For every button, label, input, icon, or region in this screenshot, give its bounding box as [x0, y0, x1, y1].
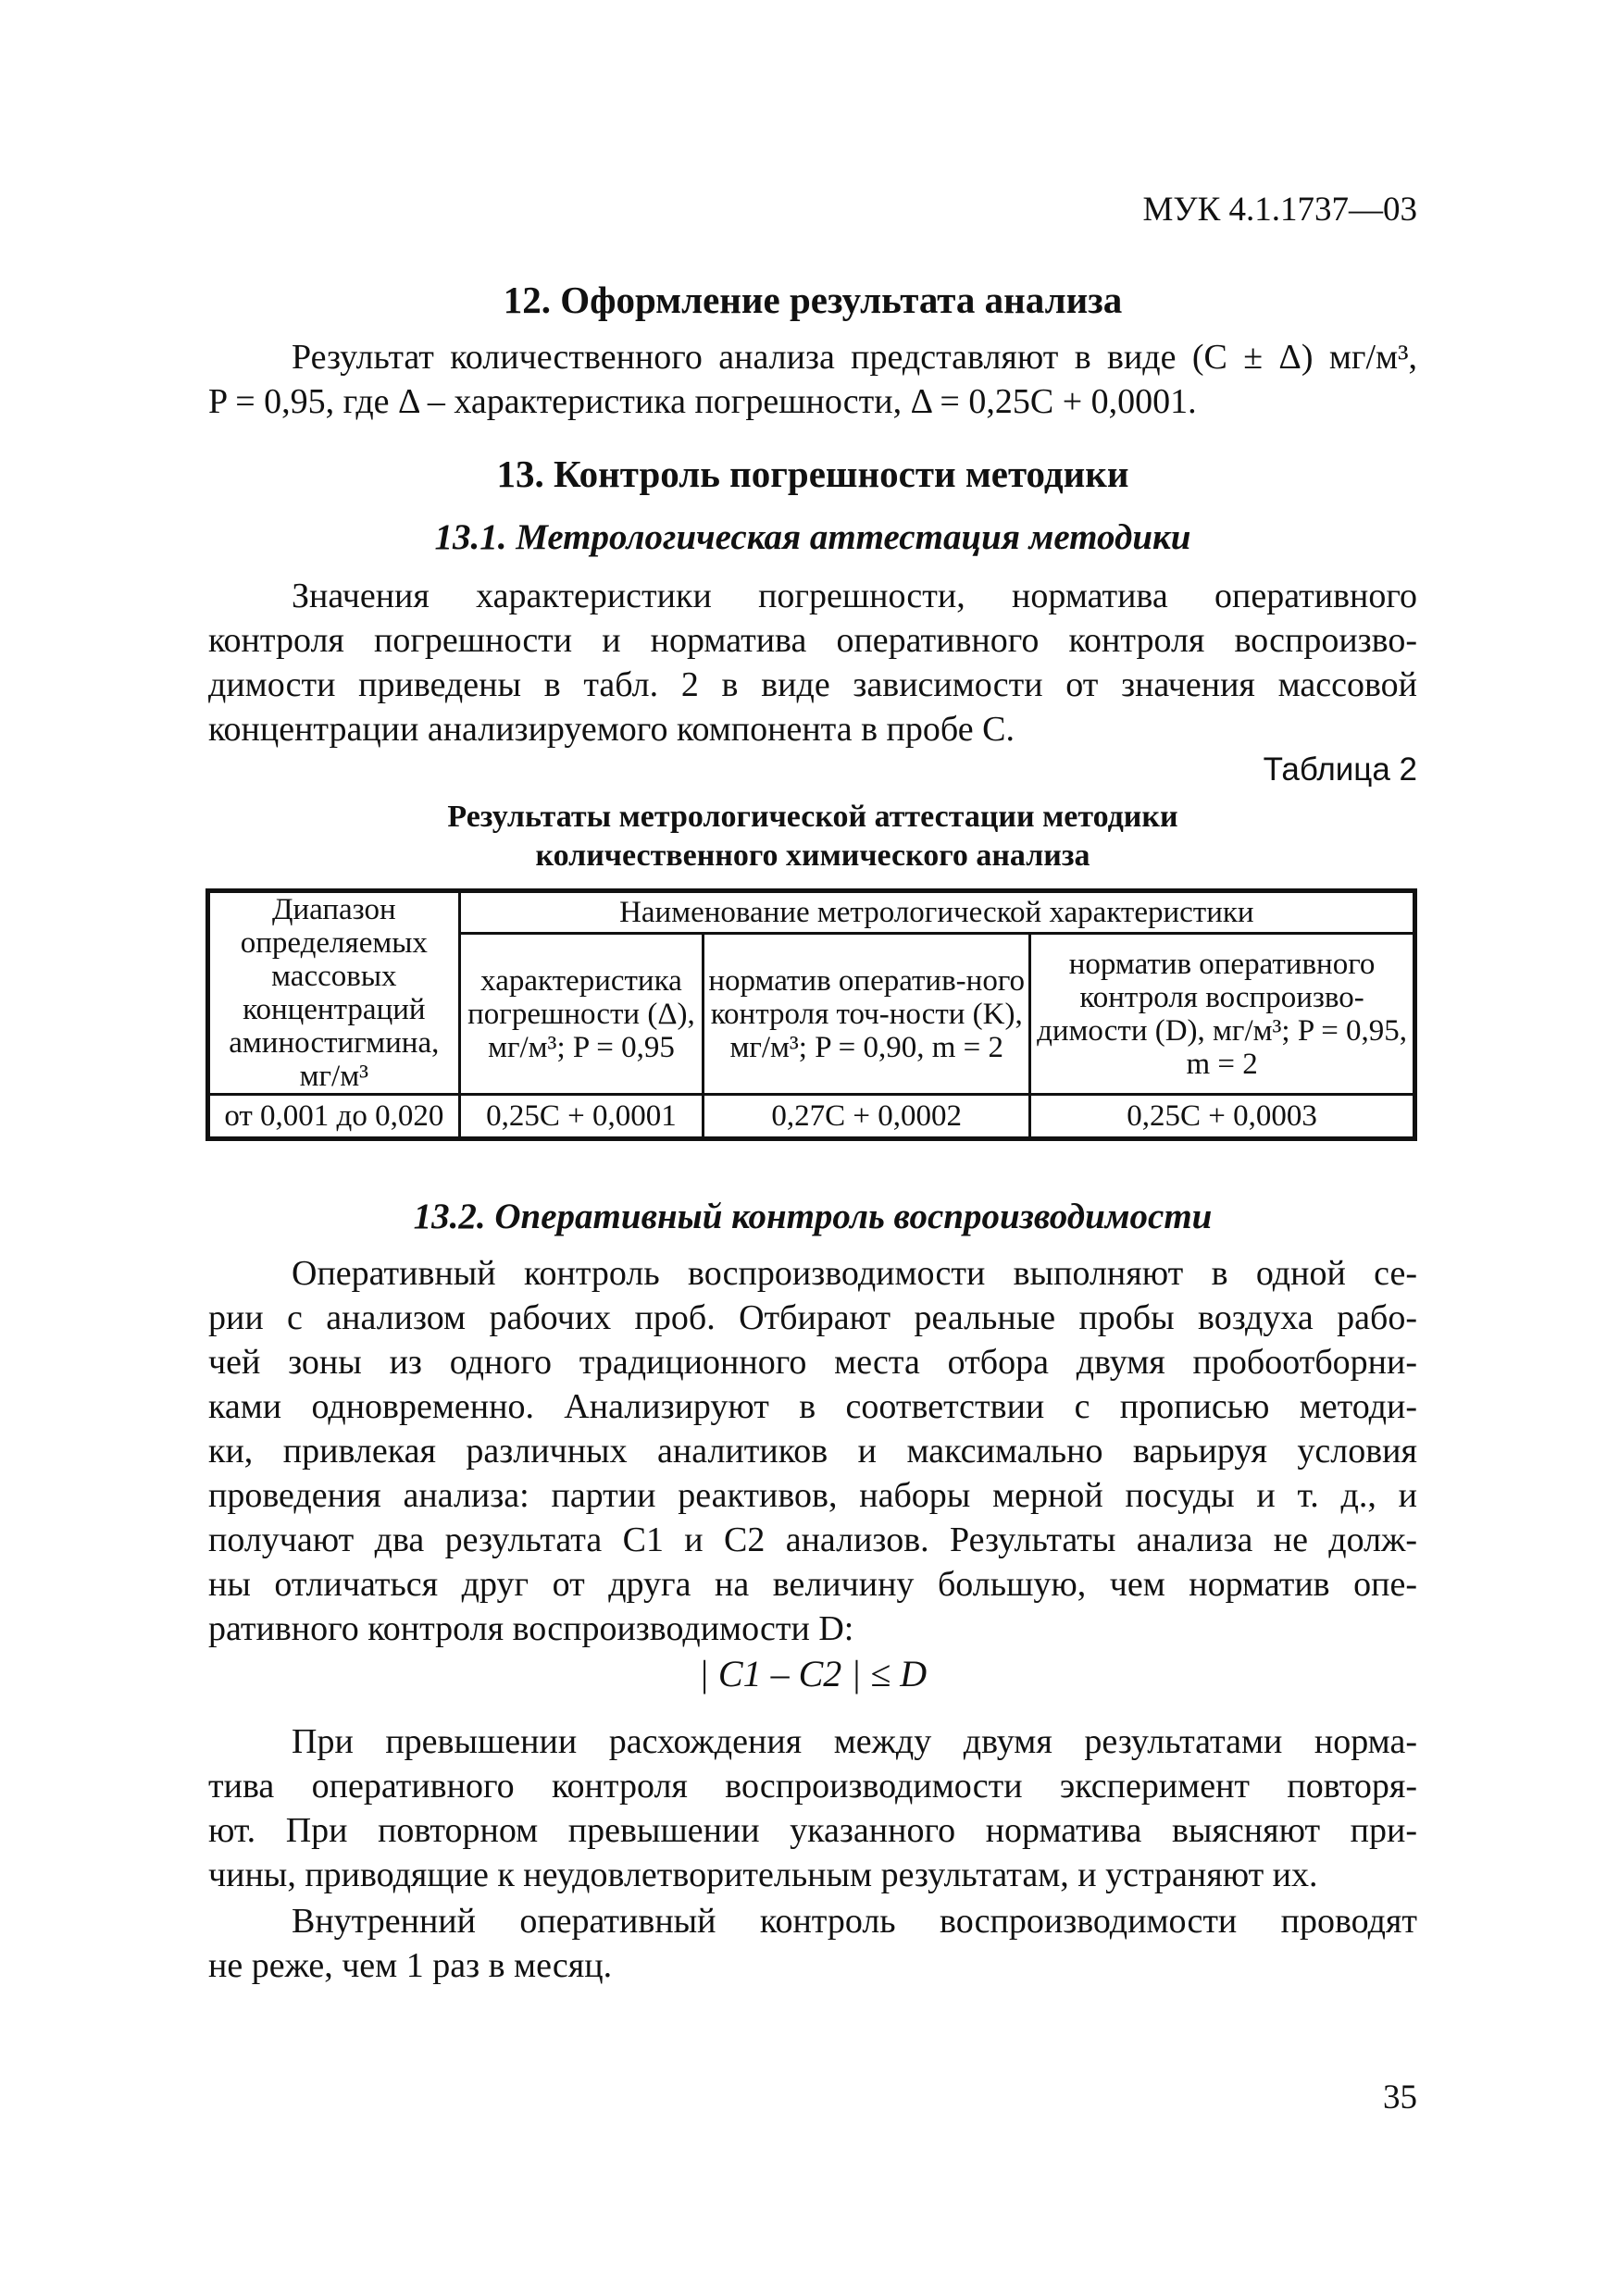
text-line: концентрации анализируемого компонента в пробе C. [208, 710, 1015, 749]
table-row [208, 1095, 1415, 1139]
text-line: рии с анализом рабочих проб. Отбирают реальные пробы воздуха рабо- [208, 1298, 1417, 1337]
col-delta-header: характеристика погрешности (Δ), мг/м³; P = 0,95 [459, 934, 704, 1095]
cell-range: от 0,001 до 0,020 [208, 1095, 460, 1139]
text-line: P = 0,95, где Δ – характеристика погрешности, Δ = 0,25C + 0,0001. [208, 382, 1197, 421]
text-line: Значения характеристики погрешности, норматива оперативного [292, 577, 1417, 615]
text-line: тива оперативного контроля воспроизводимости эксперимент повторя- [208, 1767, 1417, 1806]
section-12-text [208, 335, 1417, 424]
group-header: Наименование метрологической характеристики [459, 891, 1414, 934]
text-line: димости приведены в табл. 2 в виде зависимости от значения массовой [208, 665, 1417, 704]
text-line: проведения анализа: партии реактивов, наборы мерной посуды и т. д., и [208, 1476, 1417, 1515]
section-13-2-paragraph-2 [208, 1719, 1417, 1897]
table-caption-line: количественного химического анализа [535, 838, 1090, 873]
section-13-1-text [208, 574, 1417, 751]
section-13-2-title: 13.2. Оперативный контроль воспроизводимости [413, 1197, 1213, 1236]
text-line: ративного контроля воспроизводимости D: [208, 1609, 854, 1648]
section-13-2-paragraph-3 [208, 1899, 1417, 1988]
text-line: чей зоны из одного традиционного места отбора двумя пробоотборни- [208, 1343, 1417, 1382]
text-line: не реже, чем 1 раз в месяц. [208, 1946, 613, 1985]
text-line: При превышении расхождения между двумя результатами норма- [292, 1722, 1417, 1761]
text-line: ки, привлекая различных аналитиков и максимально варьируя условия [208, 1432, 1417, 1471]
col-d-header: норматив оперативного контроля воспроизво-димости (D), мг/м³; P = 0,95, m = 2 [1030, 934, 1415, 1095]
col-range-header: Диапазон определяемых массовых концентраций аминостигмина, мг/м³ [208, 891, 460, 1095]
page-number: 35 [1383, 2079, 1417, 2116]
section-13-title: 13. Контроль погрешности методики [496, 453, 1129, 495]
text-line: ны отличаться друг от друга на величину большую, чем норматив опе- [208, 1565, 1417, 1604]
table-caption-line: Результаты метрологической аттестации методики [447, 800, 1178, 834]
col-k-header: норматив оператив-ного контроля точ-ности (K), мг/м³; P = 0,90, m = 2 [704, 934, 1030, 1095]
text-line: Внутренний оперативный контроль воспроизводимости проводят [292, 1902, 1417, 1941]
metrology-table [205, 888, 1417, 1141]
section-13-1-title: 13.1. Метрологическая аттестация методики [434, 517, 1191, 557]
section-13-2-text [208, 1251, 1417, 1651]
text-line: Оперативный контроль воспроизводимости выполняют в одной се- [292, 1254, 1417, 1293]
text-line: ками одновременно. Анализируют в соответствии с прописью методи- [208, 1387, 1417, 1426]
table-caption [208, 798, 1417, 875]
text-line: контроля погрешности и норматива оперативного контроля воспроизво- [208, 621, 1417, 660]
doc-code: МУК 4.1.1737—03 [1142, 191, 1417, 229]
text-line: получают два результата C1 и C2 анализов. Результаты анализа не долж- [208, 1520, 1417, 1559]
cell-d: 0,25C + 0,0003 [1030, 1095, 1415, 1139]
text-line: Результат количественного анализа представляют в виде (C ± Δ) мг/м³, [292, 338, 1417, 377]
section-12-title: 12. Оформление результата анализа [503, 279, 1123, 321]
text-line: чины, приводящие к неудовлетворительным результатам, и устраняют их. [208, 1855, 1318, 1894]
reproducibility-formula: | C1 – C2 | ≤ D [698, 1653, 928, 1694]
cell-delta: 0,25C + 0,0001 [459, 1095, 704, 1139]
text-line: ют. При повторном превышении указанного норматива выясняют при- [208, 1811, 1417, 1850]
cell-k: 0,27C + 0,0002 [704, 1095, 1030, 1139]
table-number: Таблица 2 [1263, 751, 1417, 788]
